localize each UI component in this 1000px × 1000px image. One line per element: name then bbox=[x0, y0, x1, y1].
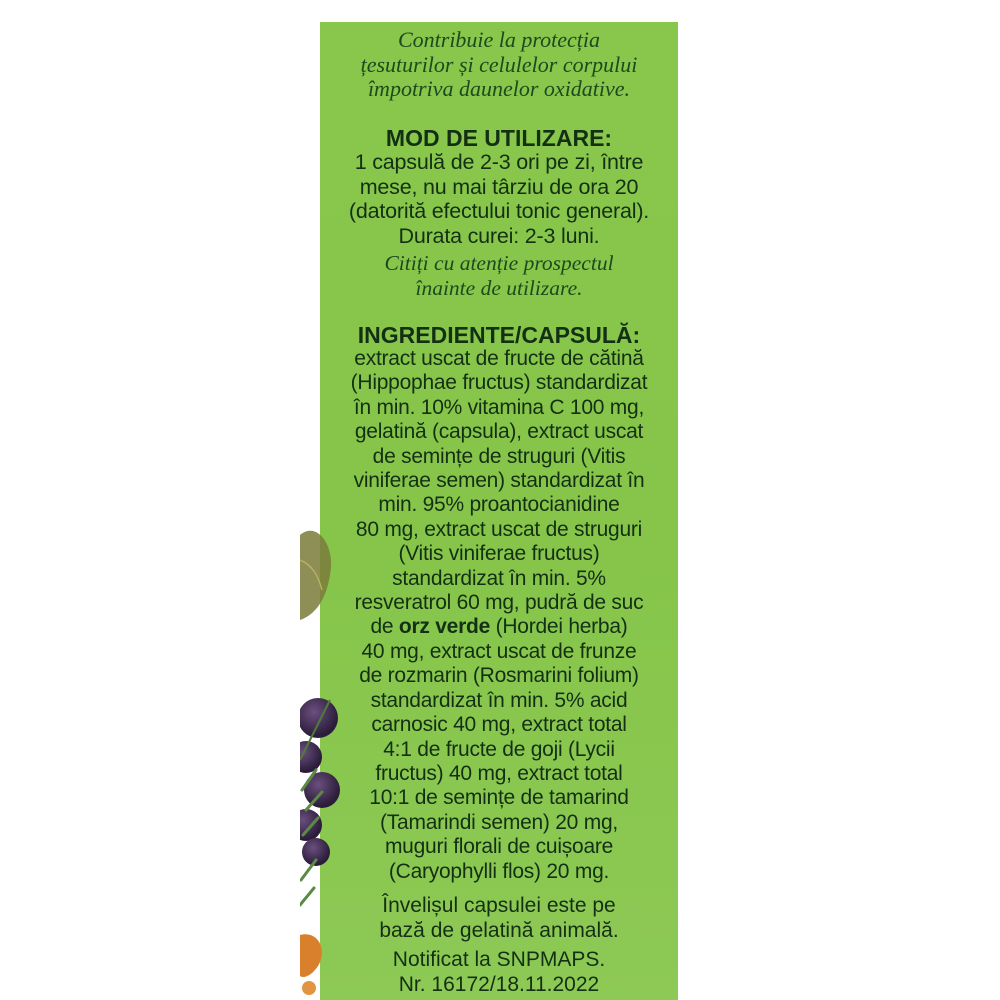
ingredient-line: gelatină (capsula), extract uscat bbox=[354, 420, 644, 444]
ingredient-line: min. 95% proantocianidine bbox=[378, 493, 620, 517]
ingredient-line: extract uscat de fructe de cătină bbox=[354, 347, 644, 370]
usage-line: 1 capsulă de 2-3 ori pe zi, între bbox=[354, 150, 644, 174]
ingredient-line: standardizat în min. 5% bbox=[392, 566, 606, 590]
notification-line: Notificat la SNPMAPS. bbox=[392, 948, 606, 971]
ingredients-heading: INGREDIENTE/CAPSULĂ: bbox=[357, 322, 641, 348]
intro-line: Contribuie la protecția bbox=[397, 27, 601, 52]
ingredient-line: viniferae semen) standardizat în bbox=[353, 469, 645, 493]
usage-line: (datorită efectului tonic general). bbox=[348, 199, 650, 223]
ingredient-line: de semințe de struguri (Vitis bbox=[372, 444, 626, 468]
ingredient-line: (Vitis viniferae fructus) bbox=[398, 542, 600, 566]
usage-line: Durata curei: 2-3 luni. bbox=[398, 223, 600, 248]
shell-line: Învelișul capsulei este pe bbox=[382, 894, 616, 917]
ingredient-line: (Hippophae fructus) standardizat bbox=[350, 371, 648, 395]
shell-line: bază de gelatină animală. bbox=[379, 918, 619, 942]
ingredient-line: (Tamarindi semen) 20 mg, bbox=[380, 810, 618, 834]
ingredient-line: resveratrol 60 mg, pudră de suc bbox=[354, 591, 644, 615]
ingredient-line: (Caryophylli flos) 20 mg. bbox=[388, 859, 610, 883]
usage-note-line: înainte de utilizare. bbox=[415, 275, 583, 300]
notification-number bbox=[320, 948, 678, 997]
usage-heading: MOD DE UTILIZARE: bbox=[385, 125, 613, 151]
usage-instructions bbox=[320, 150, 678, 248]
ingredient-highlight: orz verde bbox=[398, 615, 491, 639]
intro-line: împotriva daunelor oxidative. bbox=[367, 76, 631, 101]
ingredient-line: 10:1 de semințe de tamarind bbox=[369, 786, 629, 810]
ingredient-line-highlight bbox=[320, 615, 678, 639]
notification-line: Nr. 16172/18.11.2022 bbox=[398, 972, 600, 996]
ingredient-line: 4:1 de fructe de goji (Lycii bbox=[383, 737, 615, 761]
ingredient-line: standardizat în min. 5% acid bbox=[370, 688, 628, 712]
ingredient-line: în min. 10% vitamina C 100 mg, bbox=[353, 395, 645, 419]
ingredient-line: 40 mg, extract uscat de frunze bbox=[361, 639, 637, 663]
intro-line: țesuturilor și celulelor corpului bbox=[360, 51, 638, 77]
usage-line: mese, nu mai târziu de ora 20 bbox=[359, 174, 639, 199]
ingredient-line: fructus) 40 mg, extract total bbox=[375, 761, 623, 785]
intro-claim bbox=[320, 28, 678, 102]
ingredient-text: (Hordei herba) bbox=[490, 615, 628, 639]
product-label-panel bbox=[320, 22, 678, 1000]
ingredient-line: muguri florali de cuișoare bbox=[384, 835, 614, 859]
ingredients-list bbox=[320, 347, 678, 884]
ingredient-line: de rozmarin (Rosmarini folium) bbox=[359, 664, 639, 688]
capsule-shell-note bbox=[320, 894, 678, 943]
ingredient-text: de bbox=[370, 615, 399, 639]
usage-note-line: Citiți cu atenție prospectul bbox=[384, 251, 614, 275]
ingredient-line: carnosic 40 mg, extract total bbox=[371, 713, 627, 737]
usage-note bbox=[320, 251, 678, 300]
ingredient-line: 80 mg, extract uscat de struguri bbox=[355, 517, 643, 541]
berry-icon bbox=[300, 934, 322, 977]
